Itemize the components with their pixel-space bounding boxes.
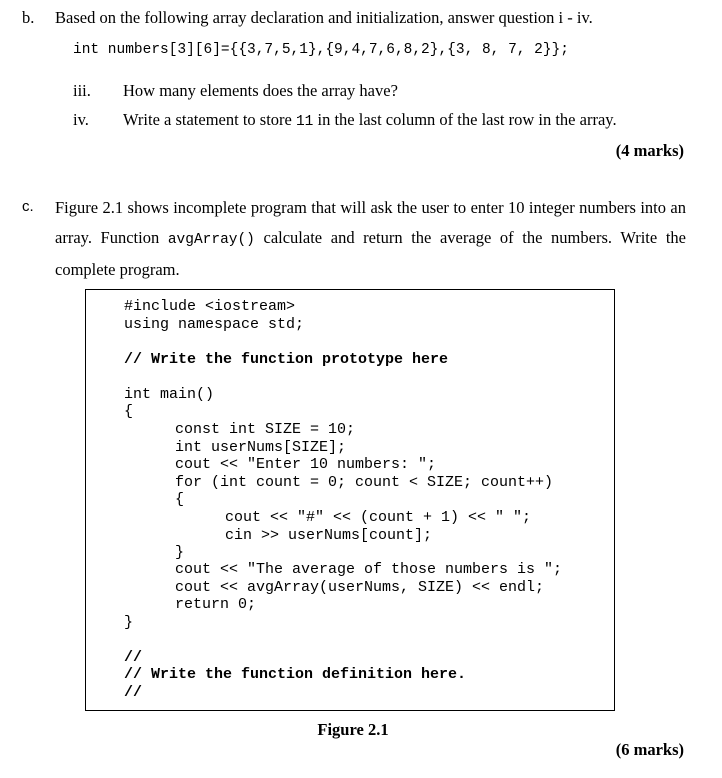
- code-line: }: [124, 614, 134, 631]
- code-line: int main(): [124, 386, 215, 403]
- question-iv-text: Write a statement to store 11 in the last column of the last row in the array.: [123, 110, 617, 130]
- code-figure-box: [85, 289, 615, 711]
- code-line: cout << "Enter 10 numbers: ";: [175, 456, 437, 473]
- code-line: {: [124, 403, 134, 420]
- code-comment: // Write the function definition here.: [124, 666, 467, 683]
- code-comment: //: [124, 649, 143, 666]
- code-line: cout << "The average of those numbers is ";: [175, 561, 563, 578]
- code-line: {: [175, 491, 185, 508]
- code-line: cout << avgArray(userNums, SIZE) << endl;: [175, 579, 545, 596]
- section-c-marks: (6 marks): [615, 740, 684, 759]
- code-comment: // Write the function prototype here: [124, 351, 449, 368]
- function-name: avgArray(): [167, 232, 255, 248]
- section-c-paragraph: Figure 2.1 shows incomplete program that will ask the user to enter 10 integer numbers into an array. Function avgArray() calculate and return the average of the numbers. Write the complete program.: [55, 198, 686, 279]
- question-iii-label: iii.: [73, 81, 91, 100]
- section-b-marks: (4 marks): [615, 141, 684, 160]
- code-line: using namespace std;: [124, 316, 305, 333]
- question-iii-text: How many elements does the array have?: [123, 81, 398, 100]
- section-c-label: c.: [22, 198, 34, 215]
- code-line: int userNums[SIZE];: [175, 439, 347, 456]
- section-b-label: b.: [22, 8, 35, 27]
- code-line: }: [175, 544, 185, 561]
- code-line: cout << "#" << (count + 1) << " ";: [225, 509, 532, 526]
- question-iv-label: iv.: [73, 110, 89, 129]
- code-line: const int SIZE = 10;: [175, 421, 356, 438]
- figure-caption: Figure 2.1: [317, 720, 389, 739]
- code-line: for (int count = 0; count < SIZE; count++): [175, 474, 554, 491]
- array-declaration: int numbers[3][6]={{3,7,5,1},{9,4,7,6,8,2},{3, 8, 7, 2}};: [73, 42, 569, 58]
- section-b-intro: Based on the following array declaration and initialization, answer question i - iv.: [55, 8, 593, 27]
- code-line: cin >> userNums[count];: [225, 527, 433, 544]
- inline-code-value: 11: [295, 114, 314, 130]
- code-line: #include <iostream>: [124, 298, 296, 315]
- code-comment: //: [124, 684, 143, 701]
- code-line: return 0;: [175, 596, 257, 613]
